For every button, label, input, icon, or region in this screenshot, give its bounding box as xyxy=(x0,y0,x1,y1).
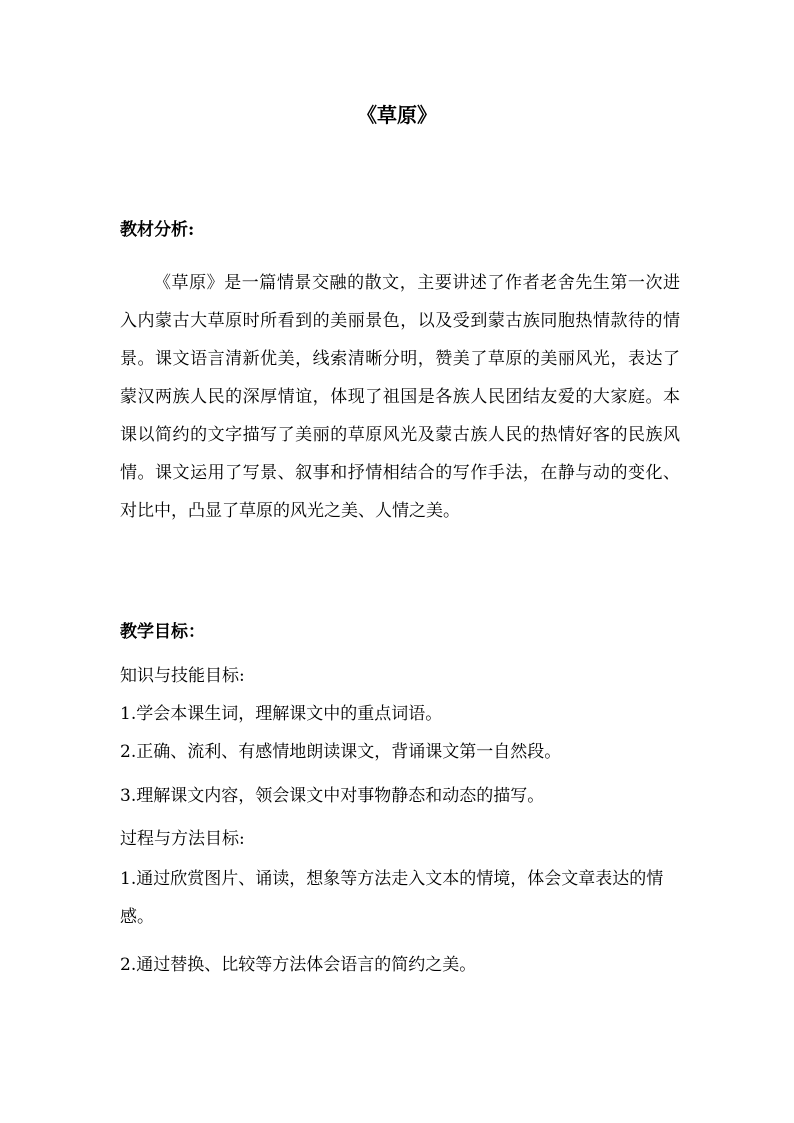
list-item: 1.学会本课生词，理解课文中的重点词语。 xyxy=(120,704,443,724)
list-item: 3.理解课文内容，领会课文中对事物静态和动态的描写。 xyxy=(120,786,545,806)
document-title: 《草原》 xyxy=(357,103,437,127)
list-item: 2.正确、流利、有感情地朗读课文，背诵课文第一自然段。 xyxy=(120,742,562,762)
list-item: 1.通过欣赏图片、诵读，想象等方法走入文本的情境，体会文章表达的情感。 xyxy=(120,869,664,927)
list-item: 2.通过替换、比较等方法体会语言的简约之美。 xyxy=(120,955,477,975)
subheading-process-methods: 过程与方法目标: xyxy=(120,829,245,849)
textbook-analysis-paragraph: 《草原》是一篇情景交融的散文，主要讲述了作者老舍先生第一次进入内蒙古大草原时所看到的美丽景色，以及受到蒙古族同胞热情款待的情景。课文语言清新优美，线索清晰分明，赞美了草原的美丽风光，表达了蒙汉两族人民的深厚情谊，体现了祖国是各族人民团结友爱的大家庭。本课以简约的文字描写了美丽的草原风光及蒙古族人民的热情好客的民族风情。课文运用了写景、叙事和抒情相结合的写作手法，在静与动的变化、对比中，凸显了草原的风光之美、人情之美。 xyxy=(120,273,680,521)
section-heading-teaching-goals: 教学目标： xyxy=(120,622,205,642)
subheading-knowledge-skills: 知识与技能目标: xyxy=(120,666,245,686)
section-heading-textbook-analysis: 教材分析: xyxy=(120,220,195,240)
